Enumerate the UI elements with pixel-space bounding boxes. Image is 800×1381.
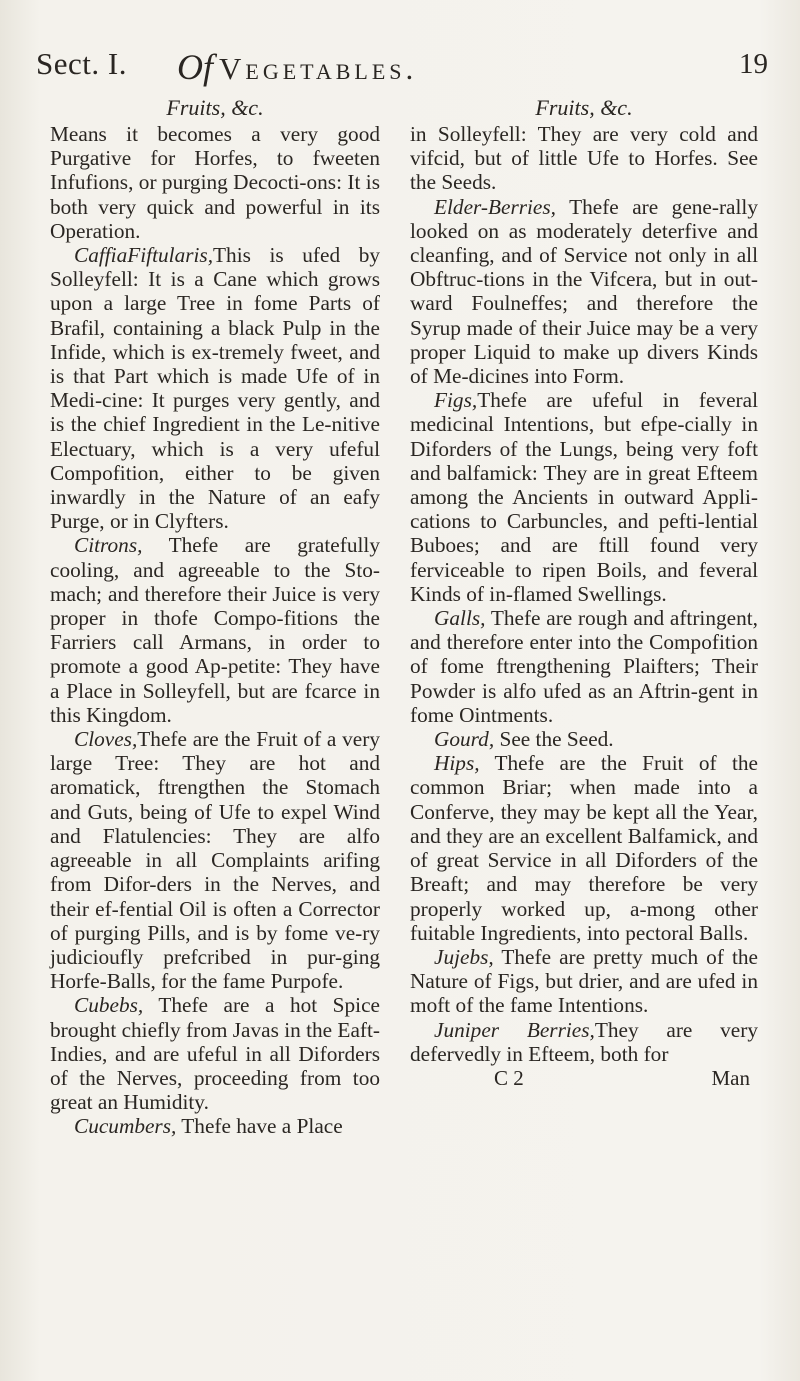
paragraph	[410, 195, 758, 389]
paragraph	[410, 606, 758, 727]
entry-text: Thefe are rough and aftringent, and therefore enter into the Compofition of fome ftrengthening Plaifters; Their Powder is alfo ufed as an Aftrin-gent in fome Ointments.	[410, 606, 758, 727]
right-running-head: Fruits, &c.	[535, 95, 633, 120]
left-column-body	[50, 122, 380, 1139]
entry-text: Thefe have a Place	[181, 1114, 343, 1139]
title-of: Of	[177, 47, 213, 87]
right-column-body	[410, 122, 758, 1066]
left-column	[50, 94, 380, 1139]
paragraph	[410, 751, 758, 945]
entry-term: Juniper Berries,	[434, 1017, 595, 1042]
paragraph	[50, 243, 380, 533]
paragraph	[50, 122, 380, 243]
entry-text: Thefe are pretty much of the Nature of Figs, but drier, and are ufed in moft of the fame Intentions.	[410, 944, 758, 1018]
entry-text: Thefe are the Fruit of a very large Tree: They are hot and aromatick, ftrengthen the Stomach and Guts, being of Ufe to expel Wind and Flatulencies: They are alfo agreeable in all Complaints arifing from Difor-ders in the Nerves, and their ef-fential Oil is often a Corrector of purging Pills, and is by fome ve-ry judicioufly prefcribed in pur-ging Horfe-Balls, for the fame Purpofe.	[50, 727, 380, 994]
entry-text: Thefe are gratefully cooling, and agreeable to the Sto-mach; and therefore their Juice is very proper in thofe Compo-fitions the Farriers call Armans, in order to promote a good Ap-petite: They have a Place in Solleyfell, but are fcarce in this Kingdom.	[50, 533, 380, 727]
entry-term: Citrons,	[74, 533, 143, 558]
entry-text: Thefe are a hot Spice brought chiefly from Javas in the Eaft-Indies, and are ufeful in all Diforders of the Nerves, proceeding from too great an Humidity.	[50, 993, 380, 1115]
catchword: Man	[711, 1065, 750, 1090]
entry-term: Cubebs,	[74, 993, 144, 1018]
paragraph	[410, 122, 758, 195]
right-column	[410, 94, 758, 1092]
entry-text: in Solleyfell: They are very cold and vifcid, but of little Ufe to Horfes. See the Seeds.	[410, 122, 758, 195]
paragraph	[410, 945, 758, 1018]
entry-term: Figs,	[434, 388, 478, 413]
paragraph	[50, 533, 380, 727]
entry-text: Thefe are gene-rally looked on as moderately deterfive and cleanfing, and of Service not only in all Obftruc-tions in the Vifcera, but in out-ward Foulneffes; and therefore the Syrup made of their Juice may be a very proper Liquid to make up divers Kinds of Me-dicines into Form.	[410, 194, 758, 389]
paragraph	[50, 993, 380, 1114]
entry-term: Elder-Berries,	[434, 194, 556, 219]
entry-term: Cucumbers,	[74, 1114, 177, 1139]
entry-text: They are very defervedly in Efteem, both for	[410, 1017, 759, 1066]
paragraph	[410, 1018, 758, 1066]
entry-term: Cloves,	[74, 727, 138, 752]
entry-text: This is ufed by Solleyfell: It is a Cane which grows upon a large Tree in fome Parts of Brafil, containing a black Pulp in the Infide, which is ex-tremely fweet, and is that Part which is made Ufe of in Medi-cine: It purges very gently, and is the chief Ingredient in the Le-nitive Electuary, which is a very ufeful Compofition, either to be given inwardly in the Nature of an eafy Purge, or in Clyfters.	[50, 243, 380, 534]
entry-text: Thefe are ufeful in feveral medicinal Intentions, but efpe-cially in Diforders of the Lungs, being very foft and balfamick: They are in great Efteem among the Ancients in outward Appli-cations to Carbuncles, and pefti-lential Buboes; and are ftill found very ferviceable to ripen Boils, and feveral Kinds of in-flamed Swellings.	[410, 388, 758, 606]
page-header	[36, 46, 776, 94]
title-word: Vegetables.	[219, 51, 418, 86]
left-running-head: Fruits, &c.	[166, 95, 264, 120]
entry-term: CaffiaFiftularis,	[74, 243, 214, 268]
page-footer-line	[410, 1066, 758, 1092]
entry-term: Galls,	[434, 606, 486, 631]
entry-term: Hips,	[434, 751, 480, 776]
entry-term: Gourd,	[434, 727, 495, 752]
paragraph	[50, 1114, 380, 1138]
paragraph	[410, 388, 758, 606]
signature-mark: C 2	[494, 1065, 524, 1090]
paragraph	[50, 727, 380, 993]
running-title	[177, 46, 417, 88]
page-number: 19	[739, 48, 768, 80]
entry-text: Thefe are the Fruit of the common Briar; when made into a Conferve, they may be kept all the Year, and they are an excellent Balfamick, and of great Service in all Diforders of the Breaft; and may therefore be very properly worked up, a-mong other fuitable Ingredients, into pectoral Balls.	[410, 751, 758, 945]
entry-term: Jujebs,	[434, 944, 494, 969]
entry-text: Means it becomes a very good Purgative for Horfes, to fweeten Infufions, or purging Decocti-ons: It is both very quick and powerful in its Operation.	[50, 122, 380, 243]
section-label: Sect. I.	[36, 46, 127, 81]
entry-text: See the Seed.	[499, 727, 614, 752]
paragraph	[410, 727, 758, 751]
